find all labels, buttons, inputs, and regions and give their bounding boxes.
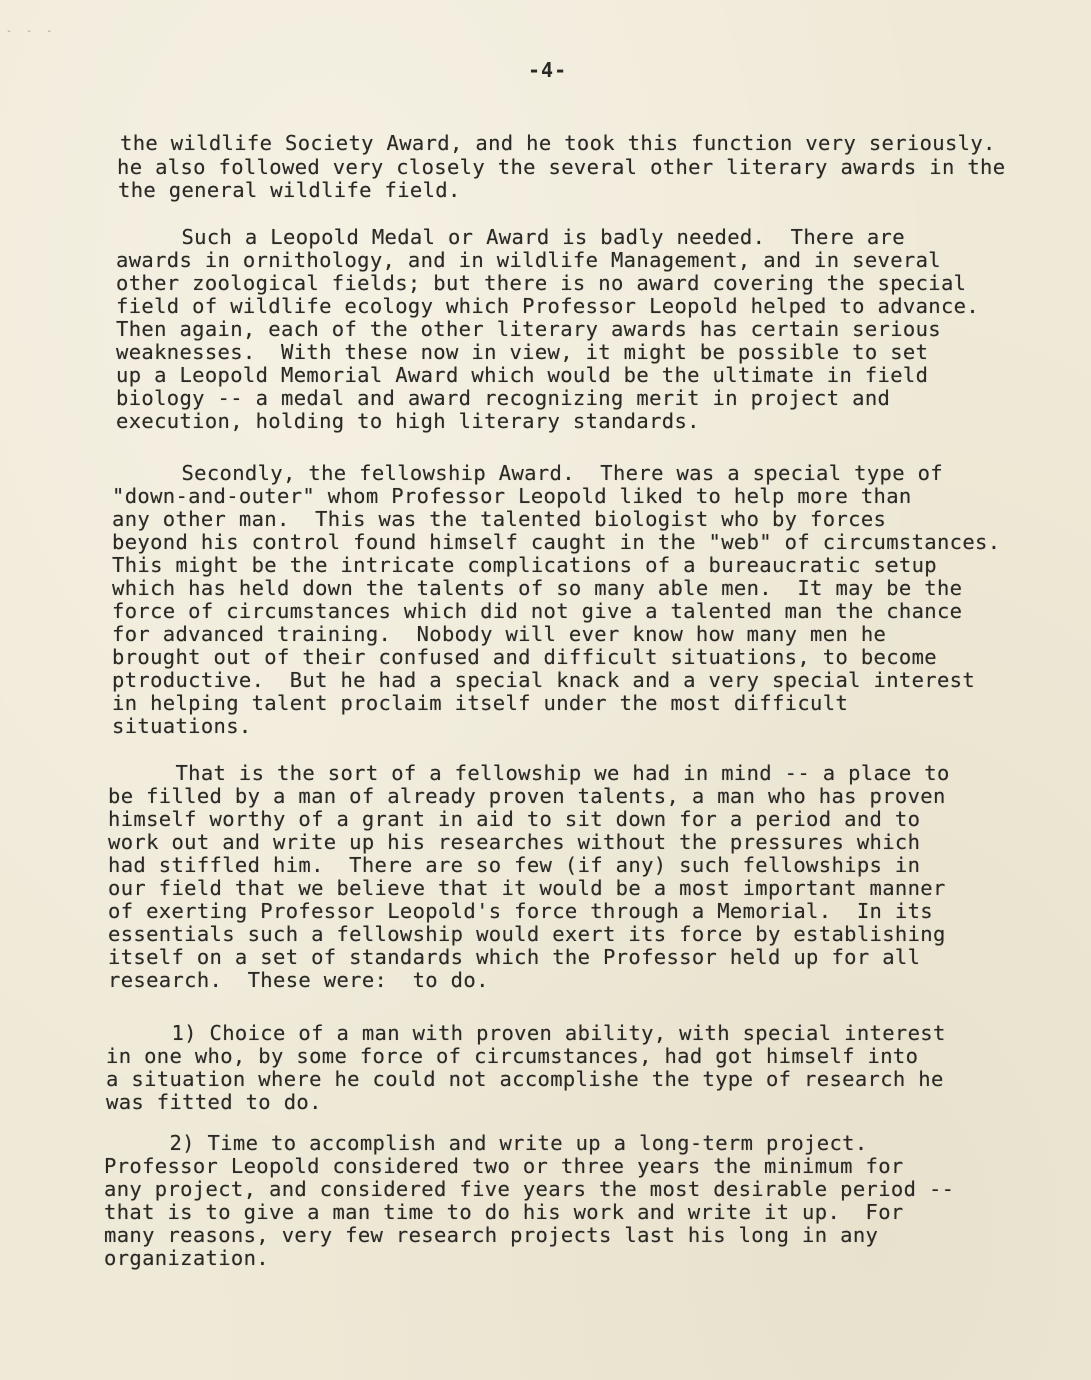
text-line: essentials such a fellowship would exert its force by establishing — [108, 922, 946, 946]
text-line: biology -- a medal and award recognizing merit in project and — [116, 386, 891, 410]
text-line: had stiffled him. There are so few (if any) such fellowships in — [108, 853, 921, 877]
text-line: which has held down the talents of so many able men. It may be the — [112, 576, 963, 600]
page-number: -4- — [528, 58, 568, 82]
text-line: our field that we believe that it would be a most important manner — [108, 876, 946, 900]
text-line: the general wildlife field. — [118, 178, 461, 202]
text-line: organization. — [104, 1246, 269, 1270]
text-line: 1) Choice of a man with proven ability, with special interest — [108, 1021, 946, 1045]
text-line: any other man. This was the talented biologist who by forces — [112, 507, 887, 531]
edge-marks: - - - — [6, 26, 57, 37]
text-line: Professor Leopold considered two or three years the minimum for — [104, 1154, 904, 1178]
text-line: Then again, each of the other literary awards has certain serious — [116, 317, 941, 341]
text-line: for advanced training. Nobody will ever know how many men he — [112, 622, 887, 646]
text-line: "down-and-outer" whom Professor Leopold liked to help more than — [112, 484, 912, 508]
text-line: beyond his control found himself caught in the "web" of circumstances. — [112, 530, 1001, 554]
text-line: a situation where he could not accomplishe the type of research he — [106, 1067, 944, 1091]
text-line: Secondly, the fellowship Award. There was a special type of — [118, 461, 943, 485]
text-line: work out and write up his researches without the pressures which — [108, 830, 921, 854]
text-line: the wildlife Society Award, and he took this function very seriously. — [120, 131, 996, 155]
text-line: that is to give a man time to do his work and write it up. For — [104, 1200, 904, 1224]
text-line: brought out of their confused and difficult situations, to become — [112, 645, 937, 669]
text-line: weaknesses. With these now in view, it might be possible to set — [116, 340, 929, 364]
text-line: himself worthy of a grant in aid to sit down for a period and to — [108, 807, 921, 831]
text-line: awards in ornithology, and in wildlife Management, and in several — [116, 248, 941, 272]
text-line: research. These were: to do. — [108, 968, 489, 992]
text-line: many reasons, very few research projects last his long in any — [104, 1223, 879, 1247]
text-line: was fitted to do. — [106, 1090, 322, 1114]
text-line: he also followed very closely the several other literary awards in the — [117, 155, 1006, 179]
text-line: any project, and considered five years the most desirable period -- — [104, 1177, 955, 1201]
text-line: in helping talent proclaim itself under the most difficult — [112, 691, 849, 715]
text-line: field of wildlife ecology which Professor Leopold helped to advance. — [116, 294, 980, 318]
text-line: be filled by a man of already proven talents, a man who has proven — [108, 784, 946, 808]
text-line: ptroductive. But he had a special knack and a very special interest — [112, 668, 976, 692]
text-line: of exerting Professor Leopold's force through a Memorial. In its — [108, 899, 933, 923]
text-line: execution, holding to high literary standards. — [116, 409, 700, 433]
text-line: itself on a set of standards which the Professor held up for all — [108, 945, 921, 969]
text-line: That is the sort of a fellowship we had in mind -- a place to — [112, 761, 950, 785]
text-line: 2) Time to accomplish and write up a long-term project. — [106, 1131, 868, 1155]
text-line: This might be the intricate complications of a bureaucratic setup — [112, 553, 937, 577]
text-line: force of circumstances which did not give a talented man the chance — [112, 599, 963, 623]
text-line: other zoological fields; but there is no award covering the special — [116, 271, 967, 295]
text-line: situations. — [112, 714, 252, 738]
text-line: up a Leopold Memorial Award which would be the ultimate in field — [116, 363, 929, 387]
text-line: in one who, by some force of circumstances, had got himself into — [106, 1044, 919, 1068]
text-line: Such a Leopold Medal or Award is badly needed. There are — [118, 225, 905, 249]
